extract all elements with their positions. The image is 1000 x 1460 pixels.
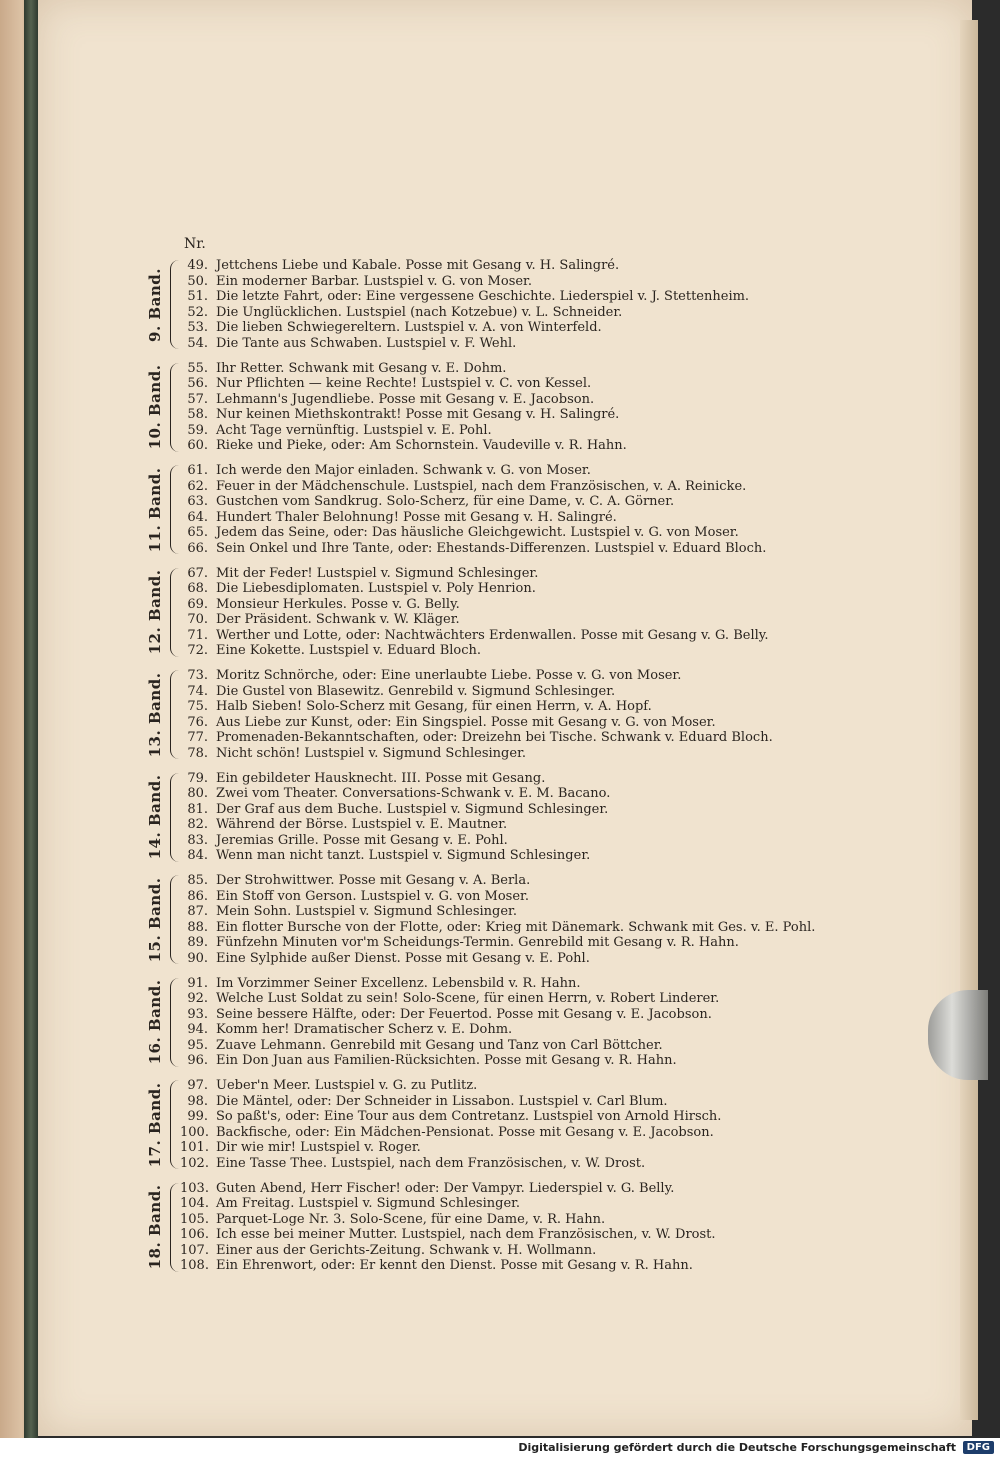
catalog-entry	[180, 392, 594, 408]
entry-number: 60.	[187, 438, 208, 453]
catalog-entry	[180, 991, 719, 1007]
entry-number: 106.	[180, 1227, 209, 1242]
entry-number: 88.	[187, 919, 208, 935]
entry-number: 104.	[180, 1196, 209, 1211]
entry-title: Backfische, oder: Ein Mädchen-Pensionat. Posse mit Gesang v. E. Jacobson.	[216, 1124, 714, 1140]
catalog-entry	[180, 305, 622, 321]
entry-title: Aus Liebe zur Kunst, oder: Ein Singspiel. Posse mit Gesang v. G. von Moser.	[216, 714, 716, 730]
dfg-logo: DFG	[963, 1441, 994, 1454]
entry-title: Eine Tasse Thee. Lustspiel, nach dem Französischen, v. W. Drost.	[216, 1155, 646, 1171]
entry-number: 77.	[187, 730, 208, 745]
entry-number: 108.	[180, 1258, 209, 1273]
catalog-entry	[180, 541, 766, 557]
entry-number: 99.	[187, 1109, 208, 1124]
entry-number: 89.	[187, 935, 208, 950]
entry-number: 51.	[187, 289, 208, 304]
entry-title: Während der Börse. Lustspiel v. E. Mautner.	[216, 817, 508, 832]
entry-number: 105.	[180, 1211, 209, 1227]
entry-number: 71.	[187, 627, 208, 643]
entry-number: 67.	[187, 565, 208, 581]
entry-title: Eine Sylphide außer Dienst. Posse mit Gesang v. E. Pohl.	[216, 950, 590, 966]
catalog-entry	[180, 463, 591, 479]
entry-title: Ein moderner Barbar. Lustspiel v. G. von Moser.	[216, 273, 532, 289]
catalog-entry	[180, 1196, 520, 1212]
catalog-entry	[180, 817, 507, 833]
entry-number: 73.	[187, 668, 208, 683]
entry-number: 66.	[187, 540, 208, 556]
entry-number: 56.	[187, 376, 208, 391]
volume-brace	[170, 1080, 179, 1169]
catalog-entry	[180, 525, 739, 541]
entry-number: 91.	[187, 975, 208, 991]
catalog-entry	[180, 423, 492, 439]
entry-number: 76.	[187, 714, 208, 730]
entry-title: Werther und Lotte, oder: Nachtwächters Erdenwallen. Posse mit Gesang v. G. Belly.	[216, 627, 769, 643]
entry-number: 100.	[180, 1124, 209, 1140]
volume-group	[140, 463, 880, 556]
entry-title: Die Tante aus Schwaben. Lustspiel v. F. Wehl.	[216, 335, 517, 351]
volume-label-wrap	[140, 668, 170, 761]
catalog-entry	[180, 1078, 477, 1094]
entry-title: Der Strohwittwer. Posse mit Gesang v. A. Berla.	[216, 873, 531, 888]
catalog-entry	[180, 320, 602, 336]
entry-title: Hundert Thaler Belohnung! Posse mit Gesang v. H. Salingré.	[216, 509, 617, 525]
entry-number: 52.	[187, 304, 208, 320]
volume-label: 17. Band.	[146, 1082, 164, 1167]
entry-title: Promenaden-Bekanntschaften, oder: Dreizehn bei Tische. Schwank v. Eduard Bloch.	[216, 730, 773, 745]
entry-title: Feuer in der Mädchenschule. Lustspiel, nach dem Französischen, v. A. Reinicke.	[216, 478, 747, 494]
catalog-entry	[180, 1156, 645, 1172]
catalog-entry	[180, 1053, 677, 1069]
catalog-entry	[180, 566, 538, 582]
catalog-entry	[180, 699, 652, 715]
entry-number: 90.	[187, 950, 208, 966]
volume-group	[140, 258, 880, 351]
entry-number: 49.	[187, 258, 208, 273]
catalog-entry	[180, 1022, 512, 1038]
entry-title: Ihr Retter. Schwank mit Gesang v. E. Dohm.	[216, 360, 507, 376]
catalog-entry	[180, 612, 460, 628]
volume-label: 12. Band.	[146, 569, 164, 655]
entry-number: 97.	[187, 1078, 208, 1093]
volume-label: 9. Band.	[146, 267, 164, 342]
entry-title: Moritz Schnörche, oder: Eine unerlaubte Liebe. Posse v. G. von Moser.	[216, 668, 682, 683]
volume-brace	[170, 670, 179, 759]
catalog-entry	[180, 935, 739, 951]
volume-label-wrap	[140, 566, 170, 659]
entry-title: Jettchens Liebe und Kabale. Posse mit Gesang v. H. Salingré.	[216, 258, 620, 273]
entry-title: Die Liebesdiplomaten. Lustspiel v. Poly Henrion.	[216, 581, 536, 596]
entry-title: Die Gustel von Blasewitz. Genrebild v. Sigmund Schlesinger.	[216, 683, 616, 699]
catalog-entry	[180, 1038, 663, 1054]
catalog-entry	[180, 668, 681, 684]
entry-title: Ueber'n Meer. Lustspiel v. G. zu Putlitz.	[216, 1078, 478, 1093]
entry-title: Jedem das Seine, oder: Das häusliche Gleichgewicht. Lustspiel v. G. von Moser.	[216, 525, 739, 540]
volume-group	[140, 1181, 880, 1274]
entry-title: Mein Sohn. Lustspiel v. Sigmund Schlesinger.	[216, 904, 517, 919]
catalog-entry	[180, 889, 529, 905]
catalog-entry	[180, 730, 773, 746]
catalog-entry	[180, 833, 508, 849]
entry-number: 107.	[180, 1242, 209, 1258]
entry-title: Die Mäntel, oder: Der Schneider in Lissabon. Lustspiel v. Carl Blum.	[216, 1093, 668, 1109]
catalog-entry	[180, 715, 716, 731]
catalog-entry	[180, 1007, 712, 1023]
catalog-entry	[180, 746, 526, 762]
catalog-entry	[180, 1258, 693, 1274]
volume-label: 13. Band.	[146, 672, 164, 757]
entry-number: 102.	[180, 1155, 209, 1171]
entry-number: 62.	[187, 478, 208, 494]
entry-number: 79.	[187, 770, 208, 786]
entry-title: Ein flotter Bursche von der Flotte, oder: Krieg mit Dänemark. Schwank mit Ges. v. E. Pohl.	[216, 919, 816, 935]
entry-number: 87.	[187, 904, 208, 919]
entry-number: 65.	[187, 525, 208, 540]
volume-group	[140, 566, 880, 659]
entry-number: 68.	[187, 581, 208, 596]
entry-number: 84.	[187, 848, 208, 863]
volume-brace	[170, 978, 179, 1067]
volume-group	[140, 1078, 880, 1171]
volume-brace	[170, 568, 179, 657]
catalog-entry	[180, 786, 610, 802]
catalog-entry	[180, 1094, 668, 1110]
volume-group	[140, 771, 880, 864]
entry-number: 61.	[187, 463, 208, 478]
entry-title: Der Graf aus dem Buche. Lustspiel v. Sigmund Schlesinger.	[216, 801, 609, 817]
volume-group	[140, 668, 880, 761]
entry-number: 92.	[187, 991, 208, 1006]
entry-number: 78.	[187, 745, 208, 761]
entry-title: Ein Don Juan aus Familien-Rücksichten. Posse mit Gesang v. R. Hahn.	[216, 1053, 677, 1068]
entry-number: 58.	[187, 407, 208, 422]
entry-title: Fünfzehn Minuten vor'm Scheidungs-Termin. Genrebild mit Gesang v. R. Hahn.	[216, 935, 739, 950]
volume-brace	[170, 465, 179, 554]
entry-title: Halb Sieben! Solo-Scherz mit Gesang, für einen Herrn, v. A. Hopf.	[216, 699, 652, 714]
volume-label-wrap	[140, 976, 170, 1069]
volume-brace	[170, 260, 179, 349]
entry-title: Ein gebildeter Hausknecht. III. Posse mit Gesang.	[216, 770, 546, 786]
entry-number: 98.	[187, 1093, 208, 1109]
entry-title: Zuave Lehmann. Genrebild mit Gesang und Tanz von Carl Böttcher.	[216, 1037, 663, 1053]
catalog-entry	[180, 976, 581, 992]
catalog-entry	[180, 951, 590, 967]
catalog-entry	[180, 407, 619, 423]
entry-title: Lehmann's Jugendliebe. Posse mit Gesang v. E. Jacobson.	[216, 391, 595, 407]
catalog-entry	[180, 628, 769, 644]
entry-title: Sein Onkel und Ihre Tante, oder: Ehestands-Differenzen. Lustspiel v. Eduard Bloch.	[216, 540, 767, 556]
catalog-entry	[180, 274, 532, 290]
catalog-entry	[180, 1140, 421, 1156]
volume-label-wrap	[140, 258, 170, 351]
volume-label: 16. Band.	[146, 979, 164, 1065]
catalog-entry	[180, 581, 536, 597]
catalog-entry	[180, 1212, 605, 1228]
catalog-entry	[180, 289, 749, 305]
volume-brace	[170, 1183, 179, 1272]
volume-label-wrap	[140, 1181, 170, 1274]
entry-title: Parquet-Loge Nr. 3. Solo-Scene, für eine Dame, v. R. Hahn.	[216, 1211, 606, 1227]
entry-title: Nur Pflichten — keine Rechte! Lustspiel v. C. von Kessel.	[216, 376, 592, 391]
page-edge	[960, 20, 978, 1420]
entry-number: 72.	[187, 643, 208, 658]
entry-title: Monsieur Herkules. Posse v. G. Belly.	[216, 596, 460, 612]
entry-title: Zwei vom Theater. Conversations-Schwank v. E. M. Bacano.	[216, 786, 611, 801]
catalog-entry	[180, 479, 746, 495]
catalog-entry	[180, 848, 590, 864]
entry-title: Ich esse bei meiner Mutter. Lustspiel, nach dem Französischen, v. W. Drost.	[216, 1227, 716, 1242]
entry-number: 70.	[187, 612, 208, 627]
entry-title: Im Vorzimmer Seiner Excellenz. Lebensbild v. R. Hahn.	[216, 975, 581, 991]
volume-brace	[170, 875, 179, 964]
entry-number: 81.	[187, 801, 208, 817]
entry-number: 64.	[187, 509, 208, 525]
catalog-entry	[180, 510, 617, 526]
entry-title: Ich werde den Major einladen. Schwank v. G. von Moser.	[216, 463, 591, 478]
catalog-entry	[180, 643, 481, 659]
entry-title: Ein Stoff von Gerson. Lustspiel v. G. von Moser.	[216, 888, 529, 904]
volume-group	[140, 361, 880, 454]
entry-title: Die Unglücklichen. Lustspiel (nach Kotzebue) v. L. Schneider.	[216, 304, 623, 320]
entry-title: Jeremias Grille. Posse mit Gesang v. E. Pohl.	[216, 832, 508, 848]
catalog-entry	[180, 802, 608, 818]
volume-label-wrap	[140, 463, 170, 556]
entry-number: 74.	[187, 683, 208, 699]
entry-number: 93.	[187, 1006, 208, 1022]
catalog-entry	[180, 336, 516, 352]
entry-number: 50.	[187, 273, 208, 289]
volume-label: 18. Band.	[146, 1184, 164, 1270]
volume-label: 11. Band.	[146, 467, 164, 552]
entry-number: 75.	[187, 699, 208, 714]
catalog-entry	[180, 258, 619, 274]
entry-title: Der Präsident. Schwank v. W. Kläger.	[216, 612, 460, 627]
entry-number: 63.	[187, 494, 208, 509]
volume-label-wrap	[140, 771, 170, 864]
catalog-entry	[180, 771, 545, 787]
catalog-entry	[180, 597, 460, 613]
volume-label: 15. Band.	[146, 877, 164, 962]
catalog-entry	[180, 1243, 596, 1259]
funding-credit: Digitalisierung gefördert durch die Deutsche Forschungsgemeinschaft	[518, 1441, 956, 1454]
nr-header: Nr.	[184, 236, 206, 252]
volume-brace	[170, 773, 179, 862]
entry-title: Rieke und Pieke, oder: Am Schornstein. Vaudeville v. R. Hahn.	[216, 438, 627, 453]
entry-number: 103.	[180, 1180, 209, 1196]
entry-title: Ein Ehrenwort, oder: Er kennt den Dienst. Posse mit Gesang v. R. Hahn.	[216, 1258, 693, 1273]
entry-number: 69.	[187, 596, 208, 612]
volume-label-wrap	[140, 361, 170, 454]
entry-number: 53.	[187, 320, 208, 335]
book-binding	[24, 0, 38, 1438]
entry-title: Guten Abend, Herr Fischer! oder: Der Vampyr. Liederspiel v. G. Belly.	[216, 1180, 675, 1196]
entry-title: So paßt's, oder: Eine Tour aus dem Contretanz. Lustspiel von Arnold Hirsch.	[216, 1109, 722, 1124]
catalog-entry	[180, 904, 517, 920]
entry-title: Eine Kokette. Lustspiel v. Eduard Bloch.	[216, 643, 482, 658]
entry-number: 54.	[187, 335, 208, 351]
entry-title: Die lieben Schwiegereltern. Lustspiel v. A. von Winterfeld.	[216, 320, 602, 335]
entry-title: Die letzte Fahrt, oder: Eine vergessene Geschichte. Liederspiel v. J. Stettenheim.	[216, 289, 750, 304]
volume-label-wrap	[140, 1078, 170, 1171]
volume-group	[140, 976, 880, 1069]
volume-label-wrap	[140, 873, 170, 966]
entry-title: Mit der Feder! Lustspiel v. Sigmund Schlesinger.	[216, 565, 539, 581]
catalog-entry	[180, 1125, 714, 1141]
catalog-entry	[180, 684, 615, 700]
entry-number: 59.	[187, 422, 208, 438]
entry-title: Am Freitag. Lustspiel v. Sigmund Schlesinger.	[216, 1196, 521, 1211]
entry-title: Gustchen vom Sandkrug. Solo-Scherz, für eine Dame, v. C. A. Görner.	[216, 494, 675, 509]
entry-number: 55.	[187, 360, 208, 376]
catalog-entry	[180, 361, 506, 377]
entry-title: Wenn man nicht tanzt. Lustspiel v. Sigmund Schlesinger.	[216, 848, 591, 863]
entry-title: Seine bessere Hälfte, oder: Der Feuertod. Posse mit Gesang v. E. Jacobson.	[216, 1006, 712, 1022]
volume-group	[140, 873, 880, 966]
entry-number: 96.	[187, 1053, 208, 1068]
catalog-entry	[180, 1227, 716, 1243]
catalog-entry	[180, 873, 530, 889]
entry-number: 80.	[187, 786, 208, 801]
entry-number: 101.	[180, 1140, 209, 1155]
entry-title: Nicht schön! Lustspiel v. Sigmund Schlesinger.	[216, 745, 526, 761]
catalog-entry	[180, 920, 815, 936]
entry-number: 86.	[187, 888, 208, 904]
catalog-entry	[180, 438, 627, 454]
entry-number: 94.	[187, 1022, 208, 1037]
volume-label: 10. Band.	[146, 364, 164, 450]
volume-brace	[170, 363, 179, 452]
entry-number: 82.	[187, 817, 208, 832]
catalog-entry	[180, 376, 591, 392]
catalog-entry	[180, 1109, 721, 1125]
entry-title: Welche Lust Soldat zu sein! Solo-Scene, für einen Herrn, v. Robert Linderer.	[216, 991, 720, 1006]
entry-title: Nur keinen Miethskontrakt! Posse mit Gesang v. H. Salingré.	[216, 407, 620, 422]
volume-label: 14. Band.	[146, 774, 164, 860]
catalog-entry	[180, 494, 674, 510]
entry-title: Einer aus der Gerichts-Zeitung. Schwank v. H. Wollmann.	[216, 1242, 597, 1258]
entry-number: 57.	[187, 391, 208, 407]
entry-number: 85.	[187, 873, 208, 888]
entry-title: Komm her! Dramatischer Scherz v. E. Dohm.	[216, 1022, 513, 1037]
entry-number: 83.	[187, 832, 208, 848]
catalog-entry	[180, 1181, 674, 1197]
footer-bar	[0, 1438, 1000, 1460]
entry-number: 95.	[187, 1037, 208, 1053]
entry-title: Acht Tage vernünftig. Lustspiel v. E. Pohl.	[216, 422, 492, 438]
entry-title: Dir wie mir! Lustspiel v. Roger.	[216, 1140, 421, 1155]
